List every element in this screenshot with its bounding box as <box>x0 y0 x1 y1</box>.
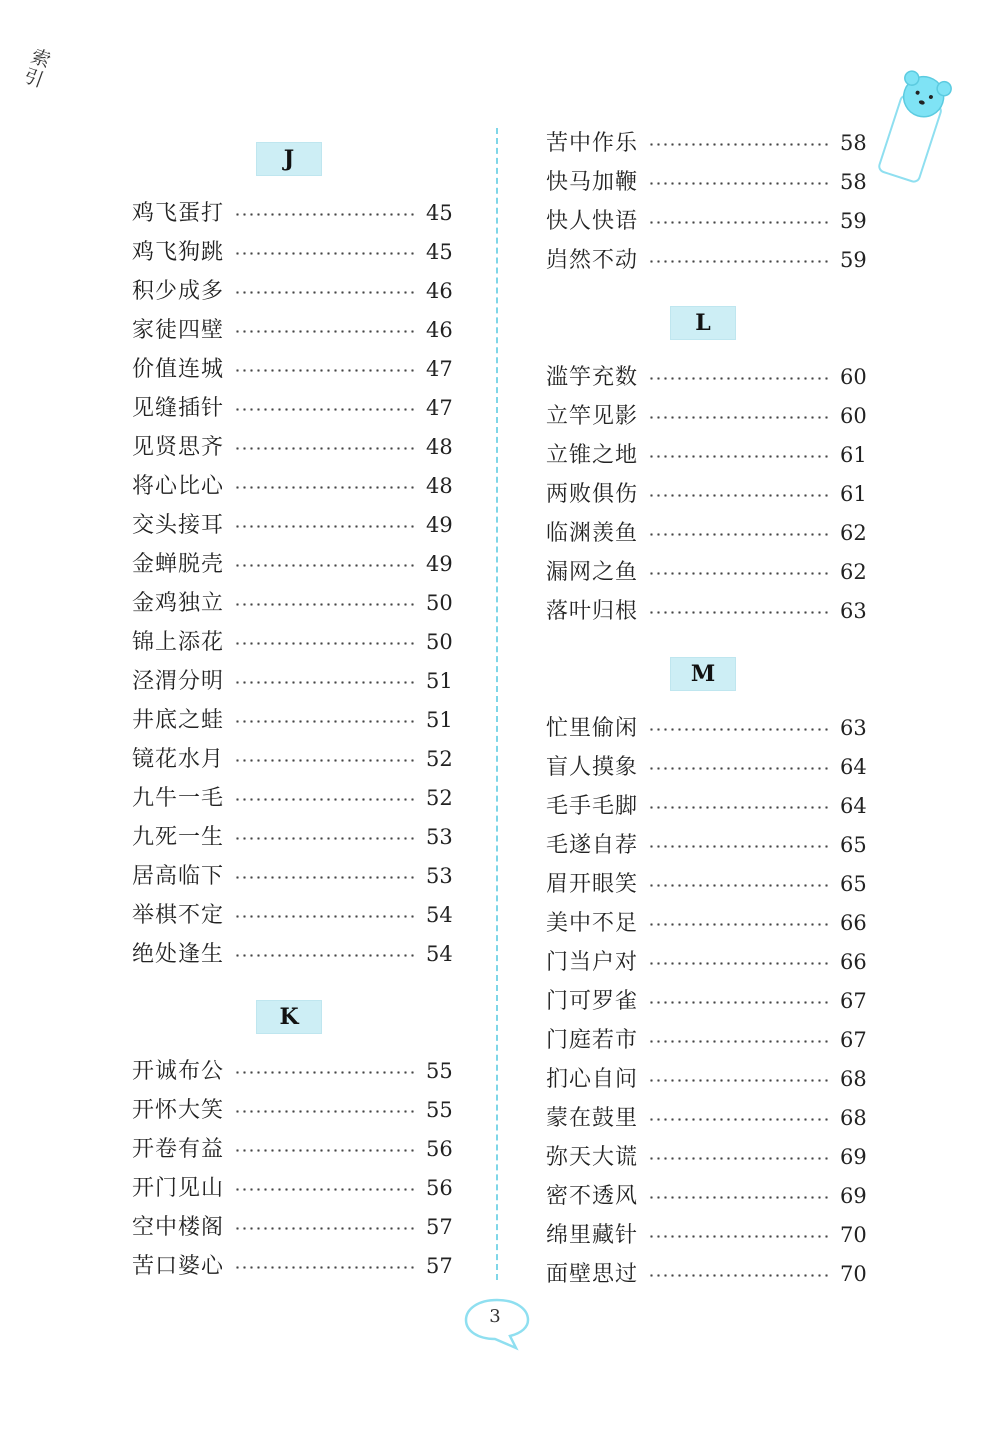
index-entry[interactable] <box>132 194 452 233</box>
page-reference: 54 <box>426 903 453 927</box>
idiom-text: 九牛一毛 <box>132 786 225 811</box>
page-reference: 59 <box>840 248 867 272</box>
dot-leader <box>234 759 418 762</box>
dot-leader <box>234 291 418 294</box>
index-entry[interactable] <box>546 787 866 826</box>
index-entry[interactable] <box>132 818 452 857</box>
dot-leader <box>648 1235 832 1238</box>
section-letter-j: J <box>256 142 322 176</box>
dot-leader <box>234 213 418 216</box>
column-divider <box>496 128 498 1280</box>
page-reference: 65 <box>840 872 867 896</box>
idiom-text: 蒙在鼓里 <box>546 1106 639 1131</box>
idiom-text: 门可罗雀 <box>546 989 639 1014</box>
idiom-text: 九死一生 <box>132 825 225 850</box>
index-entry[interactable] <box>546 1255 866 1294</box>
index-entry[interactable] <box>546 748 866 787</box>
dot-leader <box>648 377 832 380</box>
idiom-text: 将心比心 <box>132 474 225 499</box>
page-reference: 69 <box>840 1184 867 1208</box>
index-entry[interactable] <box>132 1208 452 1247</box>
dot-leader <box>234 564 418 567</box>
page-reference: 50 <box>426 630 453 654</box>
idiom-text: 价值连城 <box>132 357 225 382</box>
index-entry[interactable] <box>546 553 866 592</box>
page-reference: 45 <box>426 201 453 225</box>
page-reference: 62 <box>840 560 867 584</box>
idiom-text: 绝处逢生 <box>132 942 225 967</box>
dot-leader <box>648 806 832 809</box>
dot-leader <box>648 260 832 263</box>
page-reference: 66 <box>840 950 867 974</box>
section-letter-k: K <box>256 1000 322 1034</box>
idiom-text: 毛手毛脚 <box>546 794 639 819</box>
index-entry[interactable] <box>546 1138 866 1177</box>
index-entry[interactable] <box>546 1021 866 1060</box>
index-entry[interactable] <box>132 857 452 896</box>
index-entry[interactable] <box>132 1169 452 1208</box>
dot-leader <box>234 252 418 255</box>
page-reference: 64 <box>840 755 867 779</box>
idiom-text: 弥天大谎 <box>546 1145 639 1170</box>
idiom-text: 泾渭分明 <box>132 669 225 694</box>
page-reference: 47 <box>426 357 453 381</box>
index-entry[interactable] <box>546 124 866 163</box>
index-entry[interactable] <box>546 514 866 553</box>
dot-leader <box>648 416 832 419</box>
index-badge-label: 索引 <box>20 45 54 92</box>
index-entry[interactable] <box>546 475 866 514</box>
page-reference: 60 <box>840 404 867 428</box>
page-reference: 59 <box>840 209 867 233</box>
idiom-text: 绵里藏针 <box>546 1223 639 1248</box>
page-reference: 46 <box>426 318 453 342</box>
dot-leader <box>234 1188 418 1191</box>
dot-leader <box>234 486 418 489</box>
index-entry[interactable] <box>546 1177 866 1216</box>
idiom-text: 锦上添花 <box>132 630 225 655</box>
index-entry[interactable] <box>546 436 866 475</box>
idiom-text: 鸡飞蛋打 <box>132 201 225 226</box>
page-reference: 46 <box>426 279 453 303</box>
index-entry[interactable] <box>546 358 866 397</box>
page-reference: 52 <box>426 747 453 771</box>
page-reference: 57 <box>426 1215 453 1239</box>
idiom-text: 金蝉脱壳 <box>132 552 225 577</box>
page-reference: 67 <box>840 1028 867 1052</box>
index-entry[interactable] <box>132 233 452 272</box>
page-reference: 54 <box>426 942 453 966</box>
dot-leader <box>648 494 832 497</box>
page-reference: 70 <box>840 1262 867 1286</box>
dot-leader <box>234 447 418 450</box>
index-entry[interactable] <box>132 779 452 818</box>
page-reference: 68 <box>840 1067 867 1091</box>
dot-leader <box>648 572 832 575</box>
dot-leader <box>234 1110 418 1113</box>
idiom-text: 家徒四壁 <box>132 318 225 343</box>
index-entry[interactable] <box>546 1216 866 1255</box>
page-reference: 61 <box>840 482 867 506</box>
page-reference: 58 <box>840 170 867 194</box>
index-entry[interactable] <box>132 506 452 545</box>
idiom-text: 金鸡独立 <box>132 591 225 616</box>
idiom-text: 开门见山 <box>132 1176 225 1201</box>
dot-leader <box>648 1040 832 1043</box>
dot-leader <box>234 720 418 723</box>
dot-leader <box>648 1196 832 1199</box>
dot-leader <box>648 143 832 146</box>
index-entry[interactable] <box>546 1099 866 1138</box>
dot-leader <box>234 876 418 879</box>
page-reference: 60 <box>840 365 867 389</box>
index-badge-bear-icon <box>874 70 958 190</box>
page-reference: 47 <box>426 396 453 420</box>
dot-leader <box>234 603 418 606</box>
index-entry[interactable] <box>132 272 452 311</box>
right-index-column <box>546 124 866 1294</box>
idiom-text: 面壁思过 <box>546 1262 639 1287</box>
idiom-text: 鸡飞狗跳 <box>132 240 225 265</box>
dot-leader <box>648 1274 832 1277</box>
page-reference: 50 <box>426 591 453 615</box>
dot-leader <box>234 525 418 528</box>
left-index-column <box>132 124 452 1286</box>
index-entry[interactable] <box>132 1052 452 1091</box>
dot-leader <box>234 837 418 840</box>
dot-leader <box>648 962 832 965</box>
dot-leader <box>234 798 418 801</box>
idiom-text: 盲人摸象 <box>546 755 639 780</box>
index-entry[interactable] <box>132 389 452 428</box>
dot-leader <box>648 1079 832 1082</box>
dot-leader <box>648 884 832 887</box>
page-reference: 48 <box>426 435 453 459</box>
index-entry[interactable] <box>132 467 452 506</box>
idiom-text: 毛遂自荐 <box>546 833 639 858</box>
page-number: 3 <box>489 1306 501 1327</box>
page-reference: 63 <box>840 599 867 623</box>
idiom-text: 立竿见影 <box>546 404 639 429</box>
page-reference: 65 <box>840 833 867 857</box>
page-reference: 61 <box>840 443 867 467</box>
page-reference: 70 <box>840 1223 867 1247</box>
dot-leader <box>234 330 418 333</box>
index-entry[interactable] <box>546 241 866 280</box>
idiom-text: 快马加鞭 <box>546 170 639 195</box>
idiom-text: 落叶归根 <box>546 599 639 624</box>
page-reference: 55 <box>426 1098 453 1122</box>
dot-leader <box>648 767 832 770</box>
idiom-text: 两败俱伤 <box>546 482 639 507</box>
page-reference: 69 <box>840 1145 867 1169</box>
page-reference: 49 <box>426 552 453 576</box>
page-reference: 51 <box>426 708 453 732</box>
page-reference: 57 <box>426 1254 453 1278</box>
index-entry[interactable] <box>546 904 866 943</box>
idiom-text: 密不透风 <box>546 1184 639 1209</box>
idiom-text: 岿然不动 <box>546 248 639 273</box>
idiom-text: 开诚布公 <box>132 1059 225 1084</box>
page-reference: 67 <box>840 989 867 1013</box>
idiom-text: 交头接耳 <box>132 513 225 538</box>
index-entry[interactable] <box>132 623 452 662</box>
page-reference: 58 <box>840 131 867 155</box>
idiom-text: 立锥之地 <box>546 443 639 468</box>
idiom-text: 眉开眼笑 <box>546 872 639 897</box>
idiom-text: 居高临下 <box>132 864 225 889</box>
index-entry[interactable] <box>132 584 452 623</box>
dot-leader <box>648 923 832 926</box>
idiom-text: 井底之蛙 <box>132 708 225 733</box>
index-entry[interactable] <box>546 865 866 904</box>
dot-leader <box>234 1071 418 1074</box>
index-entry[interactable] <box>132 1247 452 1286</box>
idiom-text: 积少成多 <box>132 279 225 304</box>
index-entry[interactable] <box>132 545 452 584</box>
page-reference: 55 <box>426 1059 453 1083</box>
idiom-text: 举棋不定 <box>132 903 225 928</box>
page-reference: 45 <box>426 240 453 264</box>
dot-leader <box>234 642 418 645</box>
dot-leader <box>234 1266 418 1269</box>
dot-leader <box>234 915 418 918</box>
idiom-text: 苦中作乐 <box>546 131 639 156</box>
page-reference: 68 <box>840 1106 867 1130</box>
dot-leader <box>234 954 418 957</box>
idiom-text: 开卷有益 <box>132 1137 225 1162</box>
index-entry[interactable] <box>132 896 452 935</box>
index-entry[interactable] <box>132 701 452 740</box>
page-reference: 66 <box>840 911 867 935</box>
index-entry[interactable] <box>132 1091 452 1130</box>
page-reference: 52 <box>426 786 453 810</box>
dot-leader <box>648 533 832 536</box>
page-reference: 64 <box>840 794 867 818</box>
idiom-text: 滥竽充数 <box>546 365 639 390</box>
idiom-text: 镜花水月 <box>132 747 225 772</box>
page-reference: 56 <box>426 1176 453 1200</box>
idiom-text: 漏网之鱼 <box>546 560 639 585</box>
index-entry[interactable] <box>546 163 866 202</box>
index-entry[interactable] <box>546 982 866 1021</box>
page-reference: 51 <box>426 669 453 693</box>
index-entry[interactable] <box>132 935 452 974</box>
index-entry[interactable] <box>546 943 866 982</box>
page-reference: 53 <box>426 864 453 888</box>
idiom-text: 快人快语 <box>546 209 639 234</box>
index-entry[interactable] <box>132 350 452 389</box>
dot-leader <box>648 728 832 731</box>
index-entry[interactable] <box>132 740 452 779</box>
idiom-text: 临渊羡鱼 <box>546 521 639 546</box>
idiom-text: 门当户对 <box>546 950 639 975</box>
page-reference: 56 <box>426 1137 453 1161</box>
index-entry[interactable] <box>132 311 452 350</box>
dot-leader <box>234 1149 418 1152</box>
page-reference: 49 <box>426 513 453 537</box>
index-entry[interactable] <box>132 662 452 701</box>
idiom-text: 门庭若市 <box>546 1028 639 1053</box>
idiom-text: 苦口婆心 <box>132 1254 225 1279</box>
dot-leader <box>234 408 418 411</box>
section-letter-l: L <box>670 306 736 340</box>
idiom-text: 见贤思齐 <box>132 435 225 460</box>
dot-leader <box>648 845 832 848</box>
index-entry[interactable] <box>546 709 866 748</box>
idiom-text: 空中楼阁 <box>132 1215 225 1240</box>
idiom-text: 扪心自问 <box>546 1067 639 1092</box>
page-reference: 53 <box>426 825 453 849</box>
dot-leader <box>648 1001 832 1004</box>
page-reference: 48 <box>426 474 453 498</box>
index-entry[interactable] <box>546 397 866 436</box>
page-reference: 63 <box>840 716 867 740</box>
index-entry[interactable] <box>546 1060 866 1099</box>
idiom-text: 开怀大笑 <box>132 1098 225 1123</box>
idiom-text: 美中不足 <box>546 911 639 936</box>
dot-leader <box>234 1227 418 1230</box>
dot-leader <box>234 681 418 684</box>
index-entry[interactable] <box>132 1130 452 1169</box>
index-entry[interactable] <box>546 202 866 241</box>
dot-leader <box>648 1157 832 1160</box>
dot-leader <box>648 611 832 614</box>
section-letter-m: M <box>670 657 736 691</box>
index-entry[interactable] <box>546 592 866 631</box>
index-entry[interactable] <box>132 428 452 467</box>
idiom-text: 见缝插针 <box>132 396 225 421</box>
dot-leader <box>648 221 832 224</box>
dot-leader <box>234 369 418 372</box>
page-reference: 62 <box>840 521 867 545</box>
dot-leader <box>648 1118 832 1121</box>
dot-leader <box>648 182 832 185</box>
idiom-text: 忙里偷闲 <box>546 716 639 741</box>
dot-leader <box>648 455 832 458</box>
index-entry[interactable] <box>546 826 866 865</box>
